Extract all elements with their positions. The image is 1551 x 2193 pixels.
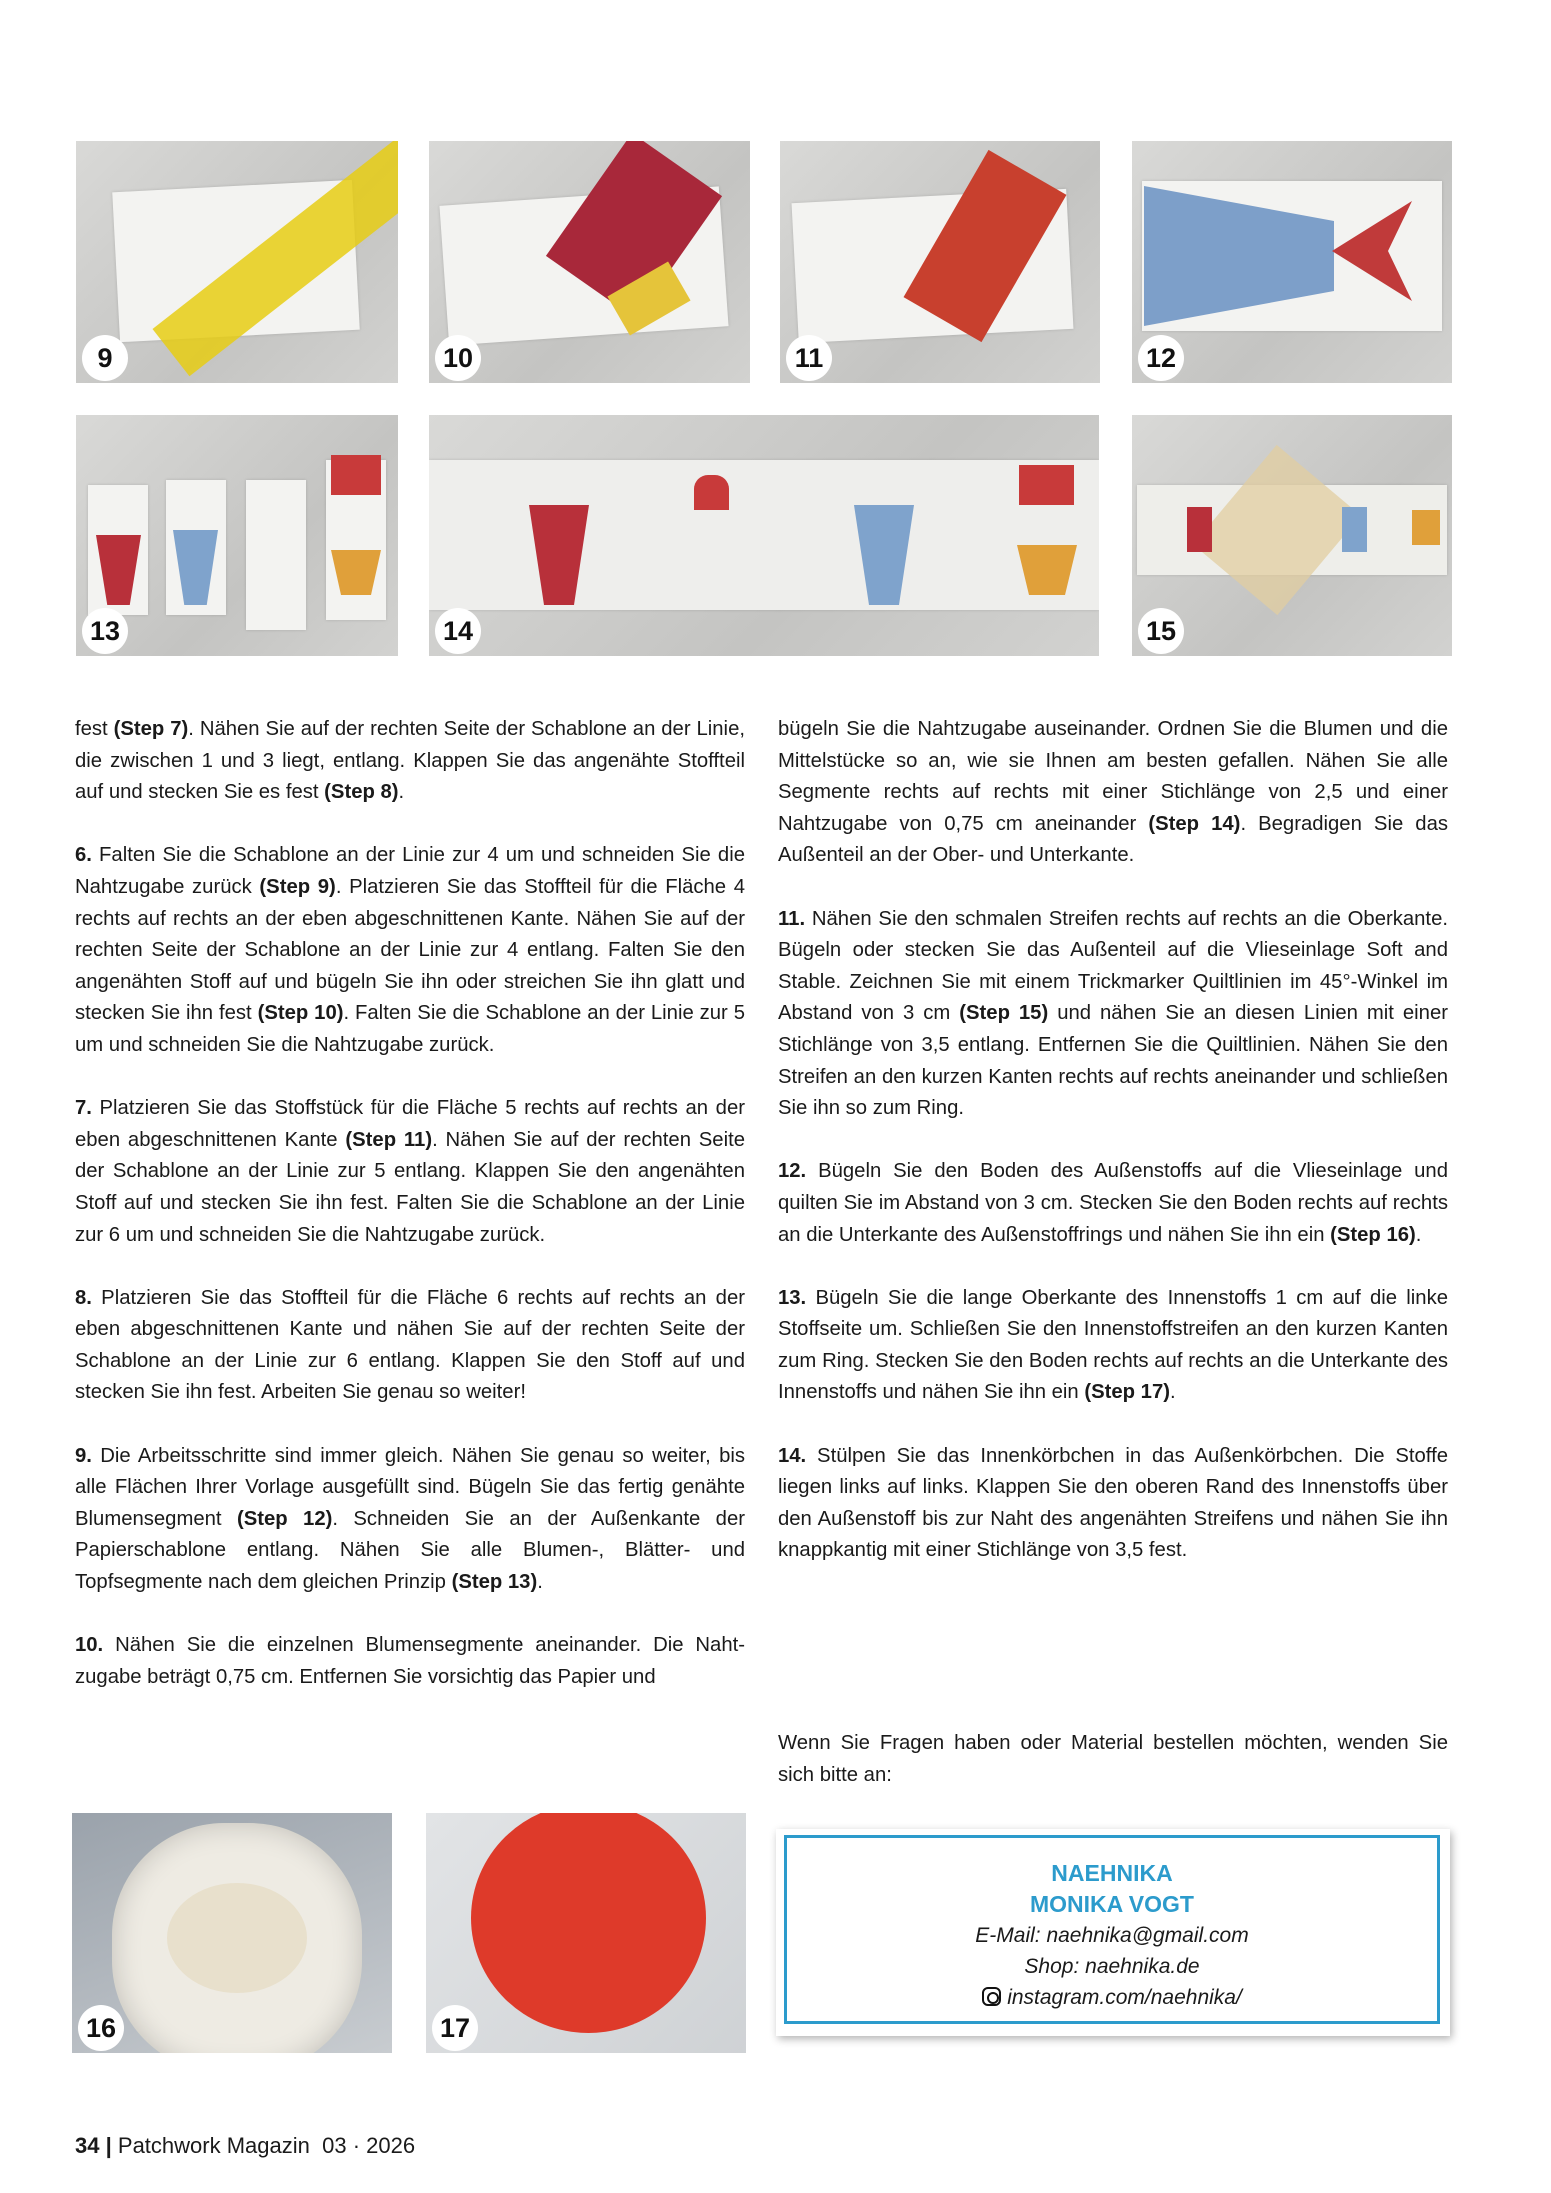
bold-text: (Step 7) — [113, 718, 189, 740]
bold-text: 11. — [778, 907, 806, 930]
bold-text: 14. — [778, 1444, 807, 1467]
step-badge: 15 — [1138, 608, 1184, 654]
instruction-paragraph — [75, 714, 745, 809]
text-run: . Nähen Sie auf der rechten Seite der Schablone an der Linie, die zwischen 1 und 3 liegt, entlang. Klappen Sie das angenähte Stoffteil auf und stecken Sie es fest — [75, 718, 745, 804]
step-badge: 13 — [82, 608, 128, 654]
bold-text: (Step 15) — [959, 1002, 1049, 1025]
photo-step-11 — [780, 141, 1100, 383]
photo-step-15 — [1132, 415, 1452, 656]
text-run: Nähen Sie den schmalen Streifen rechts auf rechts an die Oberkante. Bügeln oder stecken Sie das Außenteil auf die Vlieseinlage Soft and Stable. Zeichnen Sie mit einem Trickmarker Quiltlinien im 45°-Winkel im Abstand von 3 cm — [778, 907, 1448, 1025]
page-footer — [75, 2133, 415, 2159]
bold-text: 13. — [778, 1286, 807, 1309]
magazine-name: Patchwork Magazin — [117, 2133, 310, 2158]
text-run: Platzieren Sie das Stoffteil für die Fläche 6 rechts auf rechts an der eben abgeschnittenen Kante und nähen Sie auf der rechten Seite der Schablone an der Linie zur 6 entlang. Klappen Sie den Stoff auf und stecken Sie ihn fest. Arbeiten Sie genau so weiter! — [75, 1286, 745, 1404]
contact-person: MONIKA VOGT — [1030, 1891, 1194, 1917]
instruction-paragraph — [75, 840, 745, 1061]
contact-instagram[interactable] — [787, 1982, 1437, 2013]
bold-text: (Step 10) — [257, 1002, 344, 1025]
instruction-paragraph — [778, 1156, 1448, 1251]
step-badge: 11 — [786, 335, 832, 381]
bold-text: 8. — [75, 1286, 92, 1309]
text-run: . — [537, 1571, 543, 1594]
step-badge: 16 — [78, 2005, 124, 2051]
instructions-right-column — [778, 714, 1448, 1599]
photo-step-17 — [426, 1813, 746, 2053]
bold-text: 10. — [75, 1634, 104, 1657]
instructions-left-column — [75, 714, 745, 1725]
issue: 03 · 2026 — [322, 2133, 416, 2158]
contact-intro: Wenn Sie Fragen haben oder Material bestellen möchten, wenden Sie sich bitte an: — [778, 1732, 1448, 1786]
footer-separator: | — [105, 2133, 112, 2158]
instagram-link[interactable]: instagram.com/naehnika/ — [1007, 1986, 1242, 2009]
photo-step-9 — [76, 141, 398, 383]
text-run: Stülpen Sie das Innenkörbchen in das Außenkörbchen. Die Stoffe liegen links auf links. Klappen Sie den oberen Rand des Innenstoffs über den Außenstoff bis zur Naht des angenähten Streifens und nähen Sie ihn knappkantig mit einer Stichlänge von 3,5 fest. — [778, 1444, 1448, 1562]
text-run: . Nähen Sie auf der rechten Seite der Schablone an der Linie zur 5 entlang. Klappen Sie den angenähten Stoff auf und stecken Sie ihn fest. Falten Sie die Schablone an der Linie zur 6 um und schneiden Sie die Nahtzugabe zurück. — [75, 1128, 746, 1246]
photo-step-12 — [1132, 141, 1452, 383]
text-run: Falten Sie die Schablone an der Linie zur 4 um und schneiden Sie die Nahtzugabe zurück — [75, 844, 745, 898]
text-run: . — [1170, 1381, 1176, 1404]
instruction-paragraph — [75, 1093, 745, 1251]
instruction-paragraph — [778, 1283, 1448, 1409]
bold-text: 7. — [75, 1097, 92, 1120]
instruction-paragraph — [75, 1441, 745, 1599]
step-badge: 17 — [432, 2005, 478, 2051]
text-run: und nähen Sie an diesen Linien mit einer Stichlänge von 3,5 entlang. Entfernen Sie die Quiltlinien. Nähen Sie den Streifen an den kurzen Kanten rechts auf rechts aneinander und schließen Sie ihn so zum Ring. — [778, 1002, 1448, 1120]
bold-text: (Step 9) — [259, 875, 336, 898]
bold-text: (Step 14) — [1148, 812, 1241, 835]
instagram-icon — [982, 1987, 1001, 2006]
bold-text: 9. — [75, 1444, 92, 1467]
text-run: . — [398, 781, 405, 804]
photo-step-13 — [76, 415, 398, 656]
instruction-paragraph — [778, 904, 1448, 1125]
step-badge: 9 — [82, 335, 128, 381]
bold-text: (Step 13) — [451, 1571, 538, 1594]
bold-text: (Step 16) — [1330, 1223, 1416, 1246]
instruction-paragraph — [778, 1441, 1448, 1567]
text-run: Nähen Sie die einzelnen Blumensegmente aneinander. Die Nahtzugabe beträgt 0,75 cm. Entfernen Sie vorsichtig das Papier und — [75, 1634, 745, 1688]
text-run: bügeln Sie die Nahtzugabe auseinander. Ordnen Sie die Blumen und die Mittelstücke so an, wie sie Ihnen am besten gefallen. Nähen Sie alle Segmente rechts auf rechts mit einer Stichlänge von 2,5 und einer Nahtzugabe von 0,75 cm aneinander — [778, 718, 1448, 835]
text-run: Platzieren Sie das Stoffstück für die Fläche 5 rechts auf rechts an der eben abgeschnittenen Kante — [75, 1097, 745, 1151]
photo-step-16 — [72, 1813, 392, 2053]
text-run: Die Arbeitsschritte sind immer gleich. Nähen Sie genau so weiter, bis alle Flächen Ihrer Vorlage ausgefüllt sind. Bügeln Sie das fertig genähte Blumensegment — [75, 1444, 745, 1530]
bold-text: 12. — [778, 1160, 807, 1183]
contact-email[interactable]: E-Mail: naehnika@gmail.com — [975, 1924, 1249, 1947]
bold-text: (Step 17) — [1084, 1381, 1170, 1404]
photo-step-14 — [429, 415, 1099, 656]
text-run: fest — [75, 718, 114, 740]
instruction-paragraph — [75, 1630, 745, 1693]
instruction-paragraph — [75, 1283, 745, 1409]
step-badge: 14 — [435, 608, 481, 654]
instruction-paragraph — [778, 714, 1448, 872]
text-run: . Platzieren Sie das Stoffteil für die Fläche 4 rechts auf rechts an der eben abgeschnittenen Kante. Nähen Sie auf der rechten Seite der Schablone an der Linie zur 4 entlang. Falten Sie den angenähten Stoff auf und bügeln Sie ihn oder streichen Sie ihn glatt und stecken Sie ihn fest — [75, 875, 745, 1025]
text-run: . Falten Sie die Schablone an der Linie zur 5 um und schneiden Sie die Nahtzugabe zurück. — [75, 1002, 745, 1056]
text-run: Bügeln Sie den Boden des Außenstoffs auf die Vlieseinlage und quilten Sie im Abstand von 3 cm. Stecken Sie den Boden rechts auf rechts an die Unterkante des Außenstoffrings und nähen Sie ihn ein — [778, 1160, 1448, 1246]
contact-shop[interactable]: Shop: naehnika.de — [1024, 1955, 1200, 1978]
text-run: . Schneiden Sie an der Außenkante der Papierschablone entlang. Nähen Sie alle Blumen-, Blätter- und Topfsegmente nach dem gleichen Prinzip — [75, 1507, 745, 1594]
bold-text: (Step 12) — [236, 1507, 333, 1530]
contact-company: NAEHNIKA — [1051, 1860, 1173, 1886]
contact-box — [776, 1829, 1450, 2036]
text-run: Bügeln Sie die lange Oberkante des Innenstoffs 1 cm auf die linke Stoffseite um. Schließen Sie den Innenstoffstreifen an den kurzen Kanten zum Ring. Stecken Sie den Boden rechts auf rechts an die Unterkante des Innenstoffs und nähen Sie ihn ein — [778, 1286, 1448, 1404]
text-run: . Begradigen Sie das Außenteil an der Ober- und Unterkante. — [778, 812, 1448, 867]
photo-step-10 — [429, 141, 750, 383]
text-run: . — [1415, 1223, 1422, 1246]
step-badge: 12 — [1138, 335, 1184, 381]
bold-text: (Step 11) — [345, 1128, 433, 1151]
page-number: 34 — [75, 2133, 100, 2158]
bold-text: 6. — [75, 844, 92, 867]
step-badge: 10 — [435, 335, 481, 381]
bold-text: (Step 8) — [324, 781, 399, 804]
